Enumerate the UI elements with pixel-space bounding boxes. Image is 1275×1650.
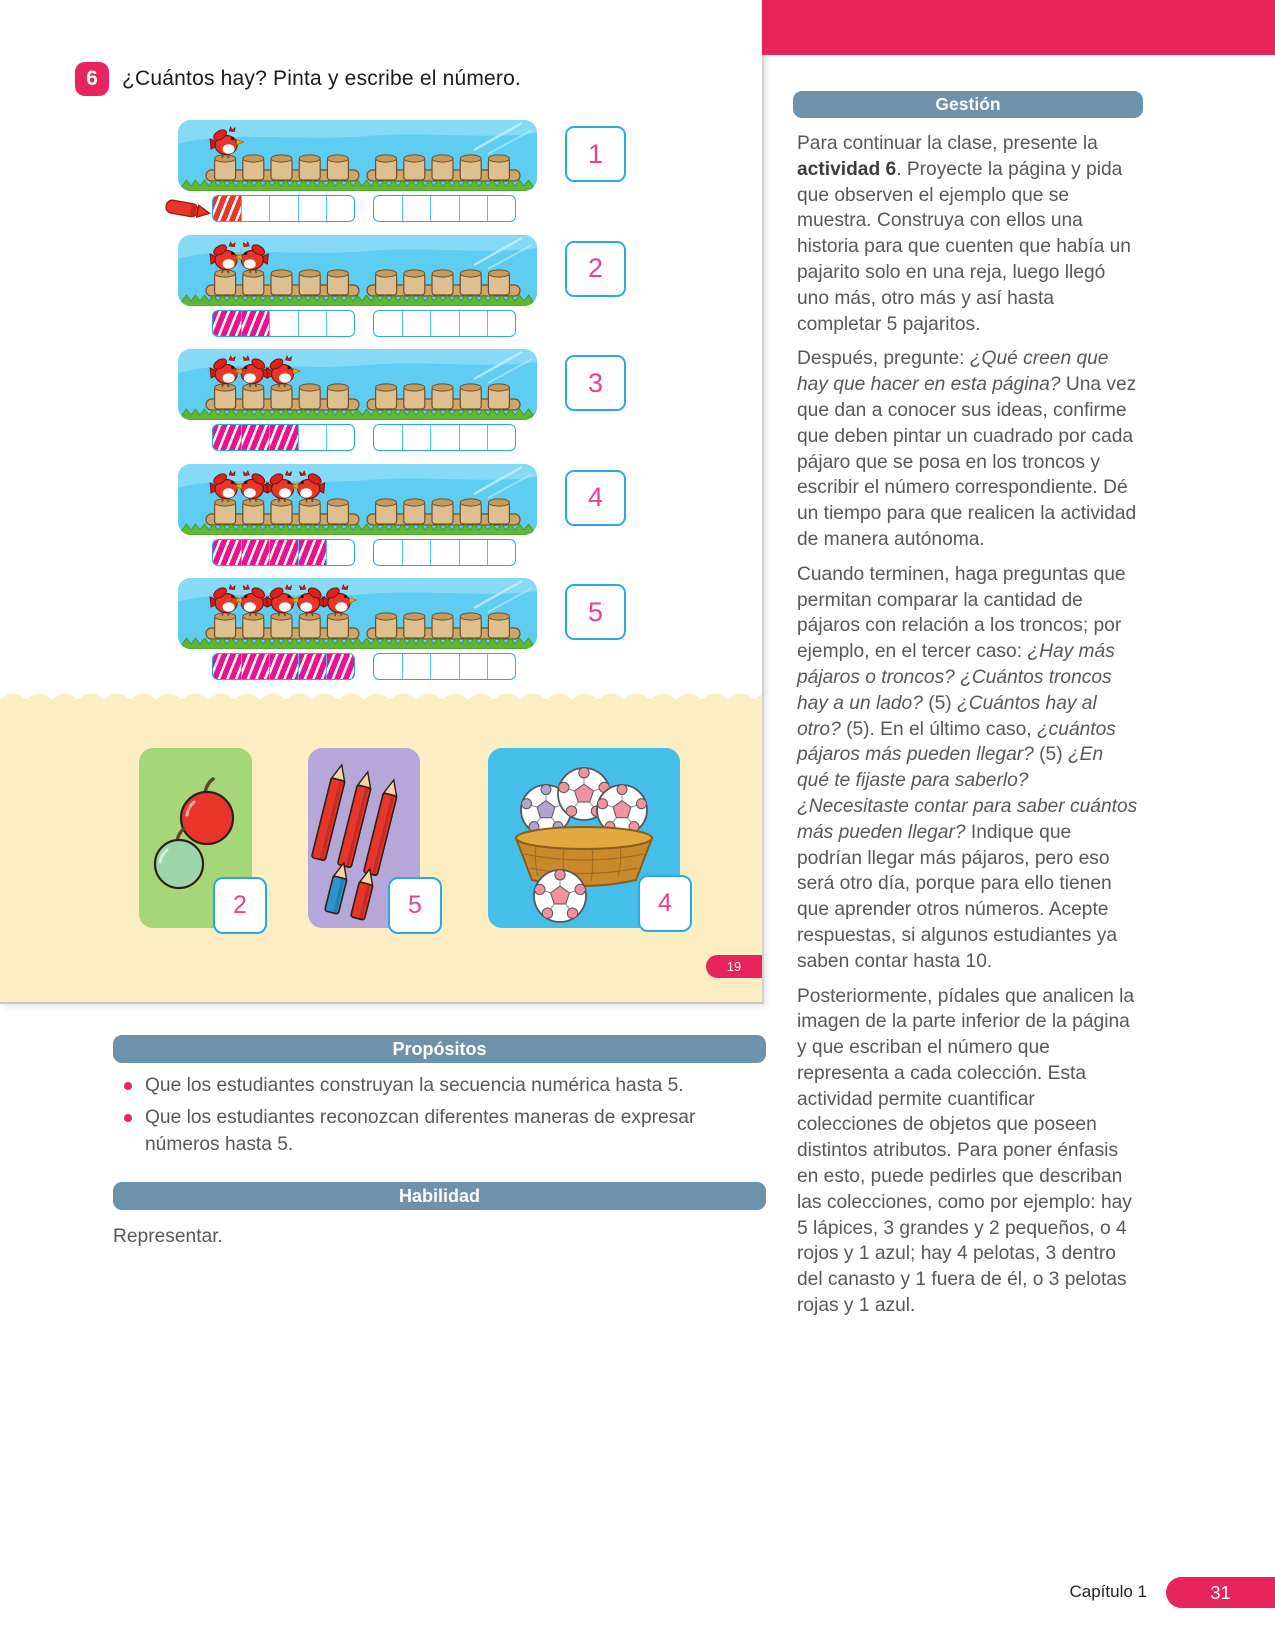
counting-squares-left: [212, 424, 355, 451]
counting-square: [459, 425, 487, 450]
bullet-icon: [124, 1114, 132, 1122]
counting-square: [213, 311, 241, 336]
counting-square: [459, 654, 487, 679]
purpose-text: Que los estudiantes reconozcan diferentes maneras de expresar números hasta 5.: [145, 1107, 696, 1155]
counting-square: [326, 540, 354, 565]
counting-squares-left: [212, 195, 355, 222]
counting-square: [430, 311, 458, 336]
counting-squares-right: [373, 539, 516, 566]
counting-square: [374, 311, 402, 336]
habilidad-header: Habilidad: [113, 1182, 766, 1210]
counting-square: [430, 425, 458, 450]
counting-squares-right: [373, 195, 516, 222]
counting-square: [487, 311, 515, 336]
activity-row: [0, 462, 762, 576]
fence-scene: [178, 120, 537, 191]
sidebar-paragraph: Para continuar la clase, presente la actividad 6. Proyecte la página y pida que observen el ejemplo que se muestra. Construya con ellos una historia para que cuenten que había un pajarito solo en una reja, luego llegó uno más, otro más y así hasta completar 5 pajaritos.: [797, 133, 1131, 335]
basket-icon: [516, 827, 652, 886]
counting-square: [402, 425, 430, 450]
activity-row: [0, 233, 762, 347]
activity-header: [75, 62, 521, 96]
student-page-number-tab: 19: [706, 955, 762, 978]
gestion-paragraphs: [793, 131, 1143, 1319]
page-number-pill: 31: [1166, 1577, 1275, 1608]
counting-square: [269, 311, 297, 336]
fence-scene: [178, 349, 537, 420]
answer-box: 2: [565, 241, 626, 297]
chapter-label: Capítulo 1: [1069, 1582, 1147, 1601]
counting-square: [298, 196, 326, 221]
wave-edge-decoration: [0, 688, 762, 700]
student-page-scan: [0, 0, 764, 1004]
counting-square: [459, 540, 487, 565]
counting-square: [298, 654, 326, 679]
counting-square: [487, 196, 515, 221]
counting-square: [459, 196, 487, 221]
answer-box: 5: [565, 584, 626, 640]
counting-square: [374, 654, 402, 679]
fence-scene: [178, 464, 537, 535]
counting-square: [269, 425, 297, 450]
counting-square: [326, 425, 354, 450]
counting-square: [326, 654, 354, 679]
answer-box: 3: [565, 355, 626, 411]
counting-square: [402, 196, 430, 221]
collection-answer-box: 4: [638, 875, 692, 932]
top-accent-bar: [762, 0, 1275, 55]
counting-square: [241, 540, 269, 565]
counting-square: [459, 311, 487, 336]
counting-square: [298, 540, 326, 565]
counting-square: [402, 540, 430, 565]
answer-box: 1: [565, 126, 626, 182]
counting-square: [430, 540, 458, 565]
purpose-item: [121, 1072, 741, 1099]
activity-row: [0, 118, 762, 232]
counting-square: [269, 196, 297, 221]
counting-square: [241, 425, 269, 450]
counting-square: [326, 311, 354, 336]
collection-answer-box: 2: [213, 877, 267, 934]
counting-square: [374, 425, 402, 450]
gestion-sidebar: [793, 91, 1143, 1328]
counting-square: [213, 425, 241, 450]
ball-icon: [534, 870, 586, 923]
counting-square: [430, 654, 458, 679]
counting-square: [430, 196, 458, 221]
counting-square: [487, 540, 515, 565]
propositos-header: Propósitos: [113, 1035, 766, 1063]
sidebar-paragraph: Cuando terminen, haga preguntas que permitan comparar la cantidad de pájaros con relación a los troncos; por ejemplo, en el tercer caso: ¿Hay más pájaros o troncos? ¿Cuántos troncos hay a un lado? (5) ¿Cuántos hay al otro? (5). En el último caso, ¿cuántos pájaros más pueden llegar? (5) ¿En qué te fijaste para saberlo? ¿Necesitaste contar para saber cuántos más pueden llegar? Indique que podrían llegar más pájaros, pero eso será otro día, porque para ello tienen que aprender otros números. Acepte respuestas, si algunos estudiantes ya saben contar hasta 10.: [797, 563, 1138, 972]
activity-title: ¿Cuántos hay? Pinta y escribe el número.: [122, 67, 522, 90]
gestion-header: Gestión: [793, 91, 1143, 118]
counting-square: [374, 196, 402, 221]
counting-squares-right: [373, 653, 516, 680]
counting-square: [241, 196, 269, 221]
answer-box: 4: [565, 470, 626, 526]
skill-text: Representar.: [113, 1226, 223, 1247]
counting-square: [298, 425, 326, 450]
crayon-icon: [164, 194, 212, 224]
counting-square: [241, 654, 269, 679]
collection-answer-box: 5: [388, 877, 442, 934]
counting-square: [213, 654, 241, 679]
activity-row: [0, 576, 762, 690]
purpose-item: [121, 1104, 741, 1158]
activity-number-badge: 6: [75, 62, 109, 96]
activity-row: [0, 347, 762, 461]
counting-square: [298, 311, 326, 336]
counting-squares-right: [373, 310, 516, 337]
counting-square: [487, 425, 515, 450]
counting-square: [213, 540, 241, 565]
counting-square: [241, 311, 269, 336]
counting-square: [326, 196, 354, 221]
counting-square: [269, 540, 297, 565]
counting-square: [402, 311, 430, 336]
counting-square: [374, 540, 402, 565]
sidebar-paragraph: Posteriormente, pídales que analicen la imagen de la parte inferior de la página y que escriban el número que representa a cada colección. Esta actividad permite cuantificar colecciones de objetos que poseen distintos atributos. Para poner énfasis en esto, puede pedirles que describan las colecciones, como por ejemplo: hay 5 lápices, 3 grandes y 2 pequeños, o 4 rojos y 1 azul; hay 4 pelotas, 3 dentro del canasto y 1 fuera de él, o 3 pelotas rojas y 1 azul.: [797, 985, 1135, 1317]
fence-scene: [178, 235, 537, 306]
counting-squares-left: [212, 653, 355, 680]
counting-square: [402, 654, 430, 679]
counting-square: [213, 196, 241, 221]
counting-squares-right: [373, 424, 516, 451]
fence-scene: [178, 578, 537, 649]
counting-square: [269, 654, 297, 679]
counting-square: [487, 654, 515, 679]
bullet-icon: [124, 1082, 132, 1090]
counting-squares-left: [212, 310, 355, 337]
propositos-list: [121, 1072, 741, 1163]
collections-section: [0, 699, 762, 1002]
counting-squares-left: [212, 539, 355, 566]
purpose-text: Que los estudiantes construyan la secuencia numérica hasta 5.: [145, 1075, 684, 1096]
sidebar-paragraph: Después, pregunte: ¿Qué creen que hay que hacer en esta página? Una vez que dan a conocer sus ideas, confirme que deben pintar un cuadrado por cada pájaro que se posa en los troncos y escribir el número correspondiente. Dé un tiempo para que realicen la actividad de manera autónoma.: [797, 348, 1137, 550]
